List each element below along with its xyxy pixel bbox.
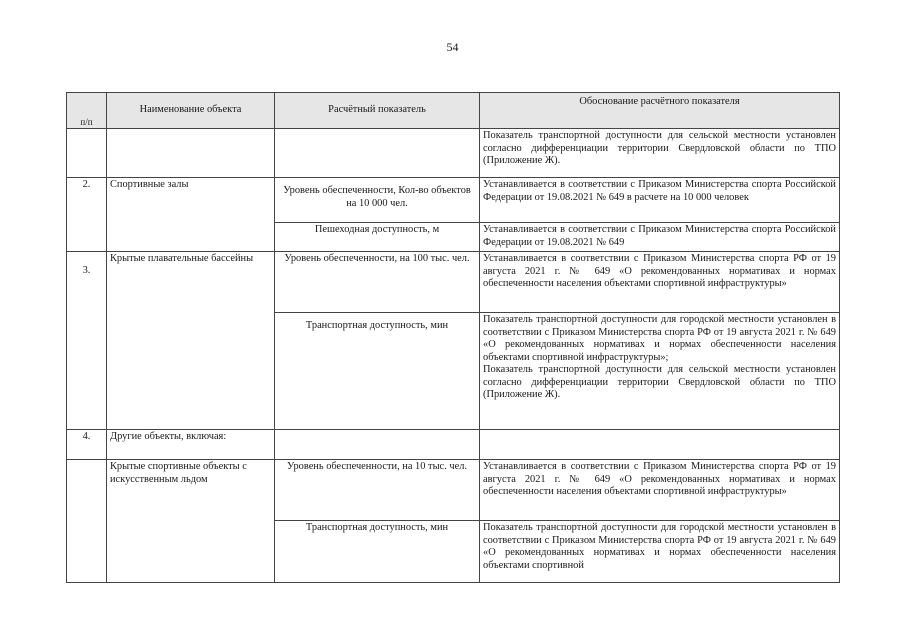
cell-justification: Устанавливается в соответствии с Приказом Министерства спорта Российской Федерации от 19.08.2021 № 649 <box>480 223 840 252</box>
justification-urban: Показатель транспортной доступности для городской местности установлен в соответствии с Приказом Министерства спорта РФ от 19 августа 2021 г. № 649 «О рекомендованных нормативах и нормах обеспеченности населения объектами спортивной инфраструктуры»; <box>483 314 836 363</box>
table-row <box>67 178 840 223</box>
table-row <box>67 460 840 521</box>
cell-object <box>107 252 275 430</box>
cell-justification: Показатель транспортной доступности для городской местности установлен в соответствии с Приказом Министерства спорта РФ от 19 августа 2021 г. № 649 «О рекомендованных нормативах и нормах обеспеченности населения объектами спортивной <box>480 521 840 583</box>
header-object: Наименование объекта <box>107 93 275 129</box>
table-row <box>67 129 840 178</box>
cell-object: Крытые спортивные объекты с искусственным льдом <box>107 460 275 583</box>
cell-num: 2. <box>67 178 107 252</box>
table-row <box>67 252 840 313</box>
cell-indicator: Уровень обеспеченности, Кол-во объектов на 10 000 чел. <box>275 178 480 223</box>
justification-rural: Показатель транспортной доступности для сельской местности установлен согласно дифференциации территории Свердловской области по ТПО (Приложение Ж). <box>483 364 836 400</box>
cell-num <box>67 129 107 178</box>
cell-num: 4. <box>67 430 107 460</box>
cell-justification: Устанавливается в соответствии с Приказом Министерства спорта Российской Федерации от 19.08.2021 № 649 в расчете на 10 000 человек <box>480 178 840 223</box>
page-number: 54 <box>446 40 459 54</box>
cell-num <box>67 460 107 583</box>
cell-justification <box>480 430 840 460</box>
cell-object <box>107 129 275 178</box>
cell-indicator: Транспортная доступность, мин <box>275 313 480 430</box>
header-num: п/п <box>67 93 107 129</box>
standards-table <box>66 92 840 583</box>
cell-object: Другие объекты, включая: <box>107 430 275 460</box>
table-row <box>67 430 840 460</box>
cell-justification: Показатель транспортной доступности для сельской местности установлен согласно дифференциации территории Свердловской области по ТПО (Приложение Ж). <box>480 129 840 178</box>
cell-indicator: Уровень обеспеченности, на 10 тыс. чел. <box>275 460 480 521</box>
cell-object: Спортивные залы <box>107 178 275 252</box>
header-indicator: Расчётный показатель <box>275 93 480 129</box>
table-header-row <box>67 93 840 129</box>
cell-justification: Устанавливается в соответствии с Приказом Министерства спорта РФ от 19 августа 2021 г. № 649 «О рекомендованных нормативах и нормах обеспеченности населения объектами спортивной инфраструктуры» <box>480 460 840 521</box>
cell-indicator <box>275 430 480 460</box>
cell-indicator <box>275 129 480 178</box>
cell-justification: Устанавливается в соответствии с Приказом Министерства спорта РФ от 19 августа 2021 г. № 649 «О рекомендованных нормативах и нормах обеспеченности населения объектами спортивной инфраструктуры» <box>480 252 840 313</box>
cell-indicator: Уровень обеспеченности, на 100 тыс. чел. <box>275 252 480 313</box>
cell-indicator: Пешеходная доступность, м <box>275 223 480 252</box>
header-justification: Обоснование расчётного показателя <box>480 93 840 129</box>
object-name: Крытые плавательные бассейны <box>110 253 254 264</box>
cell-indicator: Транспортная доступность, мин <box>275 521 480 583</box>
cell-justification <box>480 313 840 430</box>
cell-num: 3. <box>67 252 107 430</box>
